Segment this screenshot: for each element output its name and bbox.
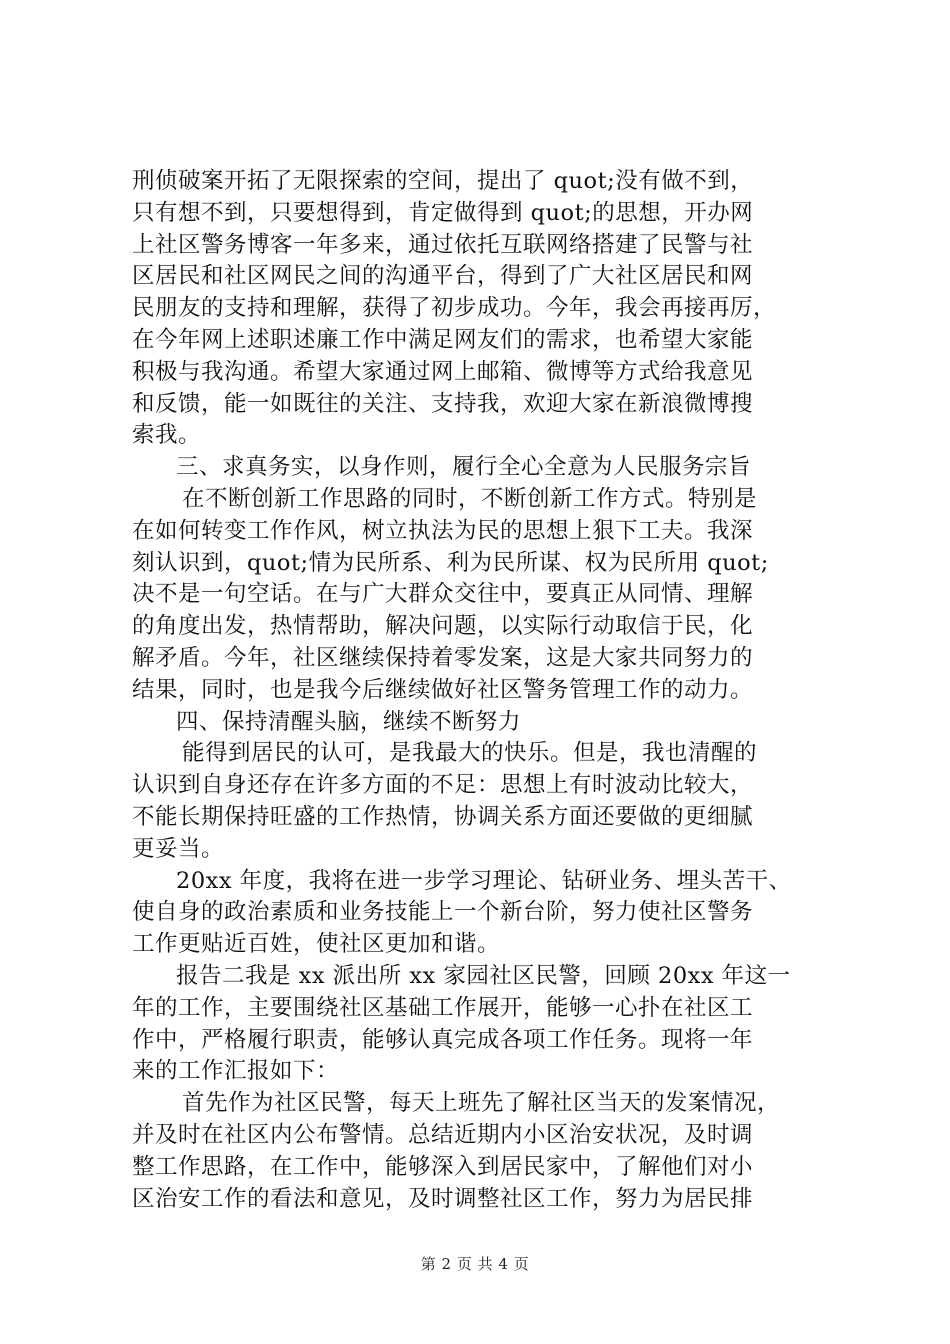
document-body	[132, 166, 832, 1215]
text-line: 不能长期保持旺盛的工作热情，协调关系方面还要做的更细腻	[132, 803, 754, 830]
text-line: 民朋友的支持和理解，获得了初步成功。今年，我会再接再厉，	[132, 295, 777, 322]
text-line: 结果，同时，也是我今后继续做好社区警务管理工作的动力。	[132, 676, 754, 703]
text-line: 刻认识到，quot;情为民所系、利为民所谋、权为民所用 quot;	[132, 549, 769, 576]
text-line: 报告二我是 xx 派出所 xx 家园社区民警，回顾 20xx 年这一	[176, 962, 791, 989]
section-heading: 四、保持清醒头脑，继续不断努力	[176, 708, 522, 735]
text-line: 区治安工作的看法和意见，及时调整社区工作，努力为居民排	[132, 1185, 754, 1212]
text-line: 在不断创新工作思路的同时，不断创新工作方式。特别是	[182, 485, 758, 512]
text-line: 来的工作汇报如下：	[132, 1058, 340, 1085]
text-line: 积极与我沟通。希望大家通过网上邮箱、微博等方式给我意见	[132, 358, 754, 385]
text-line: 并及时在社区内公布警情。总结近期内小区治安状况，及时调	[132, 1121, 754, 1148]
text-line: 决不是一句空话。在与广大群众交往中，要真正从同情、理解	[132, 581, 754, 608]
section-heading: 三、求真务实，以身作则，履行全心全意为人民服务宗旨	[176, 454, 752, 481]
text-line: 首先作为社区民警，每天上班先了解社区当天的发案情况，	[182, 1090, 781, 1117]
text-line: 作中，严格履行职责，能够认真完成各项工作任务。现将一年	[132, 1026, 754, 1053]
text-line: 上社区警务博客一年多来，通过依托互联网络搭建了民警与社	[132, 231, 754, 258]
text-line: 和反馈，能一如既往的关注、支持我，欢迎大家在新浪微博搜	[132, 390, 754, 417]
text-line: 认识到自身还存在许多方面的不足：思想上有时波动比较大，	[132, 772, 754, 799]
text-line: 更妥当。	[132, 835, 225, 862]
text-line: 20xx 年度，我将在进一步学习理论、钻研业务、埋头苦干、	[176, 867, 792, 894]
text-line: 在如何转变工作作风，树立执法为民的思想上狠下工夫。我深	[132, 517, 754, 544]
text-line: 索我。	[132, 422, 202, 449]
text-line: 能得到居民的认可，是我最大的快乐。但是，我也清醒的	[182, 740, 758, 767]
text-line: 解矛盾。今年，社区继续保持着零发案，这是大家共同努力的	[132, 644, 754, 671]
text-line: 区居民和社区网民之间的沟通平台，得到了广大社区居民和网	[132, 263, 754, 290]
page-number-footer: 第 2 页 共 4 页	[420, 1255, 530, 1273]
text-line: 的角度出发，热情帮助，解决问题，以实际行动取信于民，化	[132, 613, 754, 640]
text-line: 工作更贴近百姓，使社区更加和谐。	[132, 931, 501, 958]
text-line: 在今年网上述职述廉工作中满足网友们的需求，也希望大家能	[132, 326, 754, 353]
text-line: 年的工作，主要围绕社区基础工作展开，能够一心扑在社区工	[132, 994, 754, 1021]
text-line: 刑侦破案开拓了无限探索的空间，提出了 quot;没有做不到，	[132, 168, 754, 194]
text-line: 整工作思路，在工作中，能够深入到居民家中，了解他们对小	[132, 1153, 754, 1180]
text-line: 使自身的政治素质和业务技能上一个新台阶，努力使社区警务	[132, 899, 754, 926]
text-line: 只有想不到，只要想得到，肯定做得到 quot;的思想，开办网	[132, 199, 754, 226]
